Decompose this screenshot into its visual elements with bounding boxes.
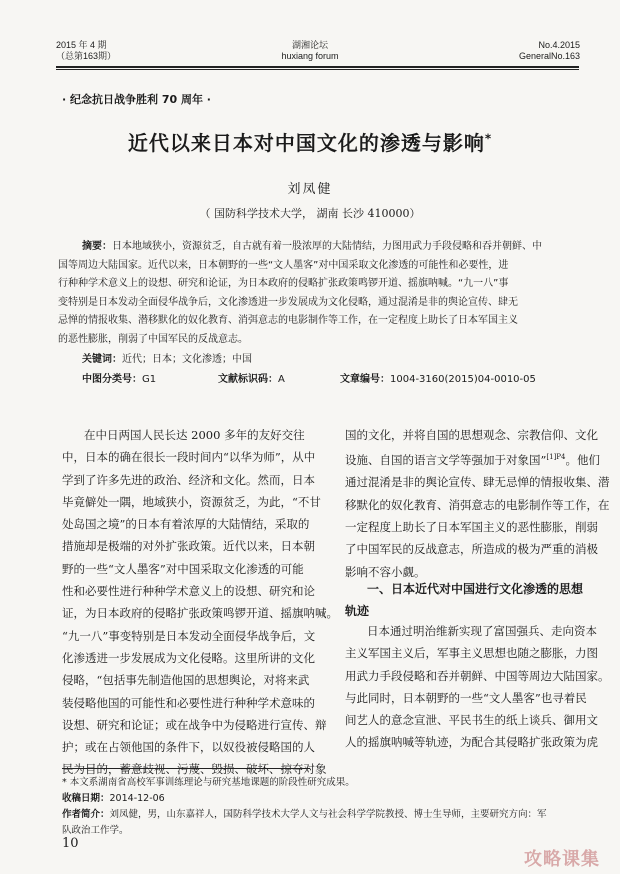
abstract-line: 的恶性膨胀，削弱了中国军民的反战意志。: [58, 333, 248, 345]
classification: [82, 371, 156, 390]
journal-name-cn: 湖湘论坛: [291, 40, 328, 50]
journal-name-en: huxiang forum: [281, 51, 339, 61]
footnote-rule: [62, 768, 310, 769]
body-line: 与此同时，日本朝野的一些“文人墨客”也寻着民: [345, 690, 587, 705]
keywords-value: 近代；日本；文化渗透；中国: [122, 354, 252, 365]
funding-note: * 本文系湖南省高校军事训练理论与研究基地课题的阶段性研究成果。: [62, 777, 355, 788]
abstract: [58, 238, 582, 350]
body-line: 主义军国主义后，军事主义思想也随之膨胀，力图: [345, 646, 598, 661]
body-line: 设想、研究和论证；或在战争中为侵略进行宣传、辩: [62, 717, 327, 732]
issue-year: 2015 年 4 期: [56, 40, 107, 50]
abstract-line: 行种种学术意义上的设想、研究和论证，为日本政府的侵略扩张政策鸣锣开道、摇旗呐喊。“九一八”事: [58, 278, 509, 290]
article-number-value: 1004-3160(2015)04-0010-05: [390, 374, 536, 385]
doc-code-value: A: [278, 374, 285, 385]
section-heading: [345, 578, 611, 622]
section-heading-line: 一、日本近代对中国进行文化渗透的思想: [367, 582, 584, 596]
author-bio: 作者简介：刘凤健，男，山东嘉祥人，国防科学技术大学人文与社会科学学院教授、博士生导师，主要研究方向：军: [62, 809, 547, 820]
abstract-line: 日本地域狭小，资源贫乏，自古就有着一股浓厚的大陆情结，力图用武力手段侵略和吞并朝鲜、中: [112, 241, 542, 252]
watermark: 攻略课集: [524, 849, 600, 870]
issue-no: No.4.2015: [538, 40, 580, 50]
column-label: · 纪念抗日战争胜利 70 周年 ·: [62, 93, 211, 106]
body-right-column: [345, 424, 611, 583]
doc-code: [218, 371, 285, 390]
body-line: 用武力手段侵略和吞并朝鲜、中国等周边大陆国家。: [345, 668, 610, 683]
header-rule-thin: [56, 69, 579, 70]
general-no: GeneralNo.163: [518, 51, 580, 61]
body-line: 学到了许多先进的政治、经济和文化。然而，日本: [62, 472, 315, 487]
body-line: 野的一些“文人墨客”对中国采取文化渗透的可能: [62, 561, 304, 576]
author-affiliation: （ 国防科学技术大学， 湖南 长沙 410000）: [199, 207, 421, 220]
issue-total: （总第163期）: [56, 51, 117, 61]
body-line: 移默化的奴化教育、消弭意志的电影制作等工作，在: [345, 497, 610, 512]
body-line: 中，日本的确在很长一段时间内“以华为师”，从中: [62, 450, 316, 465]
body-line: 性和必要性进行种种学术意义上的设想、研究和论: [62, 584, 315, 599]
body-line: 人的摇旗呐喊等轨迹，为配合其侵略扩张政策为虎: [345, 735, 598, 750]
article-number: [340, 371, 536, 390]
body-line: 影响不容小觑。: [345, 564, 426, 579]
title-footnote-mark: *: [484, 131, 493, 146]
body-line: “九一八”事变特别是日本发动全面侵华战争后，文: [62, 628, 316, 643]
body-line: 证，为日本政府的侵略扩张政策鸣锣开道、摇旗呐喊。: [62, 606, 338, 621]
classification-label: 中图分类号：: [82, 374, 142, 385]
doc-code-label: 文献标识码：: [218, 374, 278, 385]
body-line: 侵略，“包括事先制造他国的思想舆论，对将来武: [62, 673, 310, 688]
issue-number: [519, 40, 580, 62]
body-line: 毕竟僻处一隅，地域狭小，资源贫乏，为此，“不甘: [62, 494, 321, 509]
body-line: 护；或在占领他国的条件下，以奴役被侵略国的人: [62, 740, 315, 755]
body-line: 了中国军民的反战意志，所造成的极为严重的消极: [345, 542, 598, 557]
body-line: 通过混淆是非的舆论宣传、肆无忌惮的情报收集、潜: [345, 475, 610, 490]
body-left-column: [62, 424, 338, 781]
body-line: 国的文化，并将自国的思想观念、宗教信仰、文化: [345, 428, 598, 442]
abstract-line: 变特别是日本发动全面侵华战争后，文化渗透进一步发展成为文化侵略，通过混淆是非的舆论宣传、肆无: [58, 296, 518, 308]
body-line: 民为目的，蓄意歧视、污蔑、毁损、破坏、掠夺对象: [62, 762, 327, 777]
body-line: 间艺人的意念宣泄、平民书生的纸上谈兵、御用文: [345, 713, 598, 728]
body-right-column-lower: [345, 620, 611, 754]
article-number-label: 文章编号：: [340, 374, 390, 385]
body-line-with-citation: 设施、自国的语言文学等强加于对象国”$^{[1]P4}$。他们: [345, 453, 600, 468]
footnotes: [62, 775, 582, 839]
body-line: 一定程度上助长了日本军国主义的恶性膨胀，削弱: [345, 520, 598, 535]
article-title-block: [0, 127, 620, 156]
received-date: 收稿日期：2014-12-06: [62, 793, 165, 804]
abstract-line: 国等周边大陆国家。近代以来，日本朝野的一些“文人墨客”对中国采取文化渗透的可能性和必要性，进: [58, 259, 509, 271]
classification-value: G1: [142, 374, 157, 385]
body-line: 处岛国之境”的日本有着浓厚的大陆情结，采取的: [62, 517, 310, 532]
abstract-line: 忌惮的情报收集、潜移默化的奴化教育、消弭意志的电影制作等工作，在一定程度上助长了日本军国主义: [58, 315, 518, 327]
body-line: 在中日两国人民长达 2000 多年的友好交往: [84, 428, 305, 442]
section-heading-line: 轨迹: [345, 604, 370, 618]
keywords: [82, 351, 252, 370]
author-bio-continued: 队政治工作学。: [62, 825, 129, 836]
header-rule: [56, 66, 579, 68]
article-title: 近代以来日本对中国文化的渗透与影响: [127, 131, 485, 155]
keywords-label: 关键词：: [82, 354, 122, 365]
author-name: 刘凤健: [287, 182, 333, 197]
page-number: 10: [62, 836, 79, 851]
body-line: 化渗透进一步发展成为文化侵略。这里所讲的文化: [62, 650, 315, 665]
body-line: 日本通过明治维新实现了富国强兵、走向资本: [367, 624, 597, 638]
abstract-label: 摘要：: [82, 241, 112, 252]
body-line: 措施却是极端的对外扩张政策。近代以来，日本朝: [62, 539, 315, 554]
body-line: 装侵略他国的可能性和必要性进行种种学术意味的: [62, 695, 315, 710]
citation-mark: [1]P4: [546, 453, 566, 462]
